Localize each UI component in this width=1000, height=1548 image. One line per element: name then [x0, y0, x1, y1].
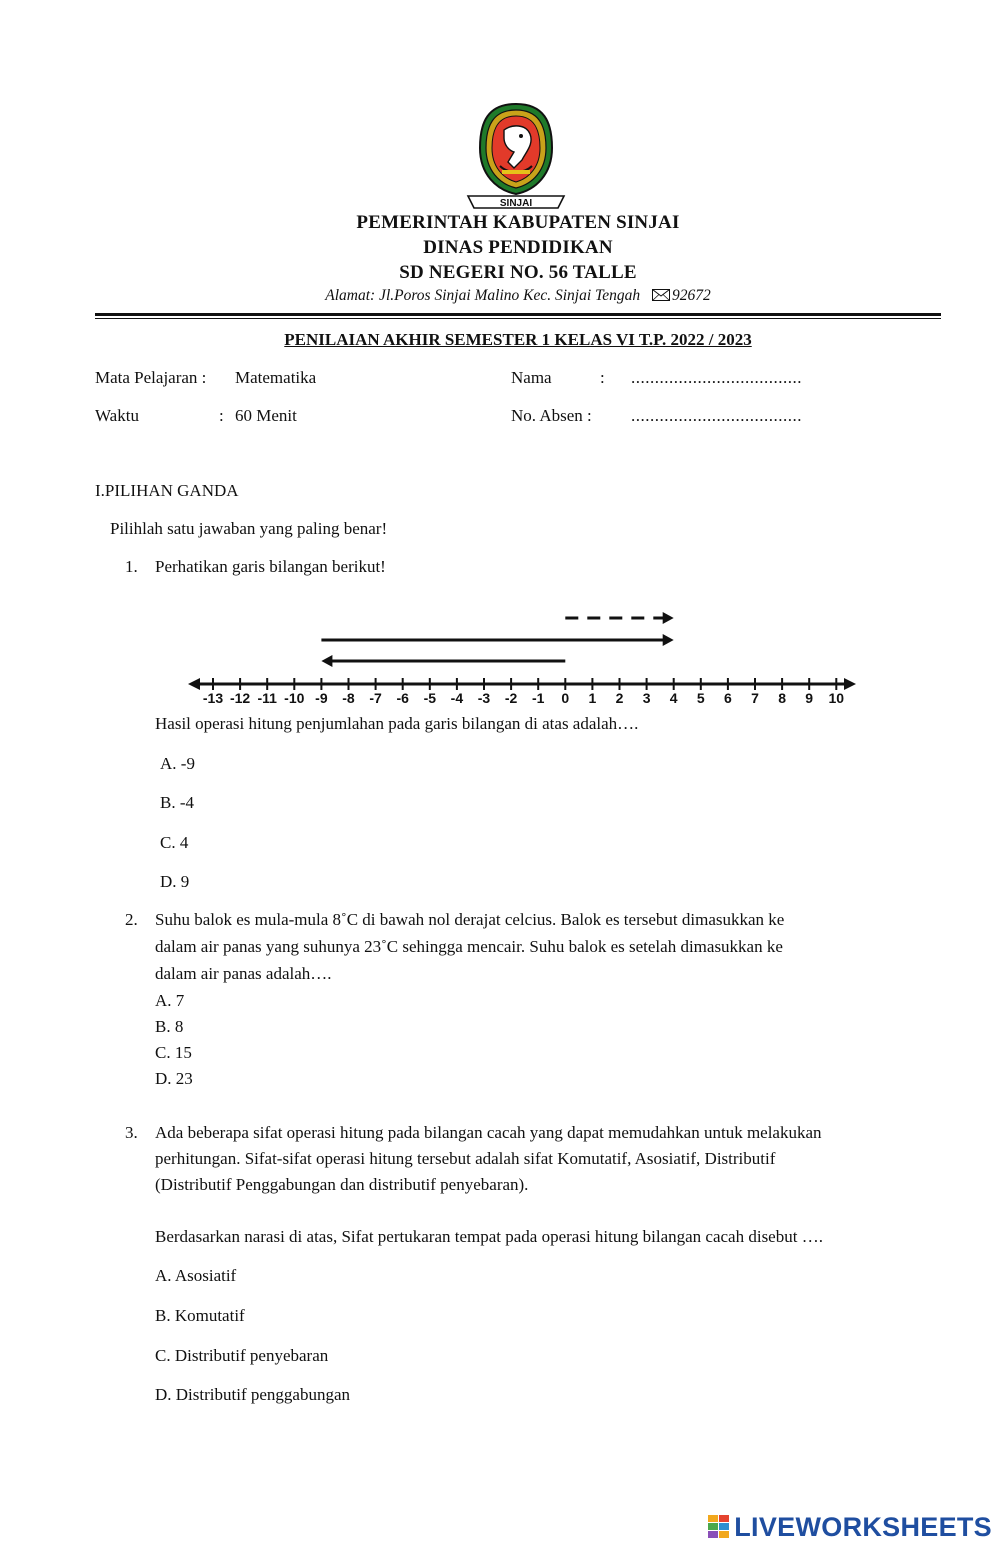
q3-option-c[interactable]: C. Distributif penyebaran: [155, 1346, 329, 1365]
absen-blank[interactable]: ....................................: [631, 406, 802, 425]
tick-label-3: 3: [642, 690, 651, 706]
tick-label-10: 10: [828, 690, 845, 706]
liveworksheets-icon: [708, 1515, 730, 1539]
subject-label: Mata Pelajaran :: [95, 368, 207, 387]
question-2-line-3: dalam air panas adalah….: [155, 964, 332, 983]
tick-label--7: -7: [369, 690, 382, 706]
question-1-number: 1.: [125, 557, 138, 576]
arrow-0-to-minus9-head: [321, 655, 332, 667]
axis-right-arrowhead: [844, 678, 856, 690]
header-department: DINAS PENDIDIKAN: [423, 237, 613, 258]
tick-label--12: -12: [229, 690, 251, 706]
postal-code: 92672: [672, 287, 711, 304]
tick-label--5: -5: [423, 690, 437, 706]
tick-label--3: -3: [477, 690, 491, 706]
tick-label--10: -10: [284, 690, 305, 706]
tick-label--8: -8: [342, 690, 355, 706]
q1-option-a[interactable]: A. -9: [160, 754, 195, 773]
name-colon: :: [600, 368, 605, 387]
question-3-line-1: Ada beberapa sifat operasi hitung pada bilangan cacah yang dapat memudahkan untuk melakukan: [155, 1123, 822, 1142]
q2-option-c[interactable]: C. 15: [155, 1043, 192, 1062]
header-rule-thin: [95, 318, 941, 319]
liveworksheets-brand: LIVEWORKSHEETS: [734, 1511, 992, 1542]
question-2-line-2: dalam air panas yang suhunya 23˚C sehingga mencair. Suhu balok es setelah dimasukkan ke: [155, 937, 783, 956]
tick-label--13: -13: [202, 690, 224, 706]
q3-option-d[interactable]: D. Distributif penggabungan: [155, 1385, 350, 1404]
subject-value: Matematika: [235, 368, 317, 387]
q1-option-d[interactable]: D. 9: [160, 872, 190, 891]
arrow-minus9-to-4-head: [663, 634, 674, 646]
header-address-line: [0, 287, 1000, 306]
header-address: Alamat: Jl.Poros Sinjai Malino Kec. Sinjai Tengah: [325, 287, 641, 304]
absen-label: No. Absen :: [511, 406, 592, 425]
tick-label-5: 5: [696, 690, 705, 706]
tick-label--1: -1: [531, 690, 545, 706]
time-label: Waktu: [95, 406, 139, 425]
question-3-number: 3.: [125, 1123, 138, 1142]
sinjai-emblem: [464, 100, 568, 212]
axis-left-arrowhead: [188, 678, 200, 690]
q1-option-c[interactable]: C. 4: [160, 833, 189, 852]
section-title: I.PILIHAN GANDA: [95, 481, 239, 500]
question-3-line-3: (Distributif Penggabungan dan distributif penyebaran).: [155, 1175, 529, 1194]
q1-option-b[interactable]: B. -4: [160, 793, 194, 812]
tick-label-6: 6: [724, 690, 732, 706]
tick-label-2: 2: [615, 690, 624, 706]
q3-option-b[interactable]: B. Komutatif: [155, 1306, 245, 1325]
tick-label-0: 0: [561, 690, 570, 706]
tick-label--11: -11: [257, 690, 277, 706]
dashed-arrow-0-to-4-head: [663, 612, 674, 624]
header-rule-thick: [95, 313, 941, 316]
q2-option-b[interactable]: B. 8: [155, 1017, 184, 1036]
tick-label--2: -2: [504, 690, 518, 706]
tick-label--9: -9: [315, 690, 328, 706]
question-3-line-2: perhitungan. Sifat-sifat operasi hitung tersebut adalah sifat Komutatif, Asosiatif, Distributif: [155, 1149, 776, 1168]
mail-icon: [652, 288, 670, 306]
time-colon: :: [219, 406, 224, 425]
section-instruction: Pilihlah satu jawaban yang paling benar!: [110, 519, 388, 538]
name-label: Nama: [511, 368, 552, 387]
question-1-after-text: Hasil operasi hitung penjumlahan pada garis bilangan di atas adalah….: [155, 714, 639, 733]
question-3-prompt: Berdasarkan narasi di atas, Sifat pertukaran tempat pada operasi hitung bilangan cacah disebut ….: [155, 1227, 823, 1246]
q2-option-a[interactable]: A. 7: [155, 991, 185, 1010]
header-school: SD NEGERI NO. 56 TALLE: [399, 262, 637, 283]
question-2-line-1: Suhu balok es mula-mula 8˚C di bawah nol derajat celcius. Balok es tersebut dimasukkan ke: [155, 910, 785, 929]
question-1-text: Perhatikan garis bilangan berikut!: [155, 557, 386, 576]
tick-label--4: -4: [450, 690, 464, 706]
tick-label-9: 9: [805, 690, 814, 706]
exam-title: PENILAIAN AKHIR SEMESTER 1 KELAS VI T.P. 2022 / 2023: [284, 330, 752, 349]
emblem-label: SINJAI: [499, 198, 533, 209]
tick-label-7: 7: [751, 690, 759, 706]
question-2-number: 2.: [125, 910, 138, 929]
name-blank[interactable]: ....................................: [631, 368, 802, 387]
tick-label--6: -6: [396, 690, 409, 706]
tick-label-8: 8: [778, 690, 786, 706]
tick-label-1: 1: [588, 690, 597, 706]
header-government: PEMERINTAH KABUPATEN SINJAI: [356, 212, 680, 233]
q2-option-d[interactable]: D. 23: [155, 1069, 193, 1088]
q3-option-a[interactable]: A. Asosiatif: [155, 1266, 237, 1285]
time-value: 60 Menit: [235, 406, 297, 425]
tick-label-4: 4: [669, 690, 678, 706]
number-line-figure: [180, 600, 870, 710]
liveworksheets-logo[interactable]: [708, 1509, 992, 1545]
